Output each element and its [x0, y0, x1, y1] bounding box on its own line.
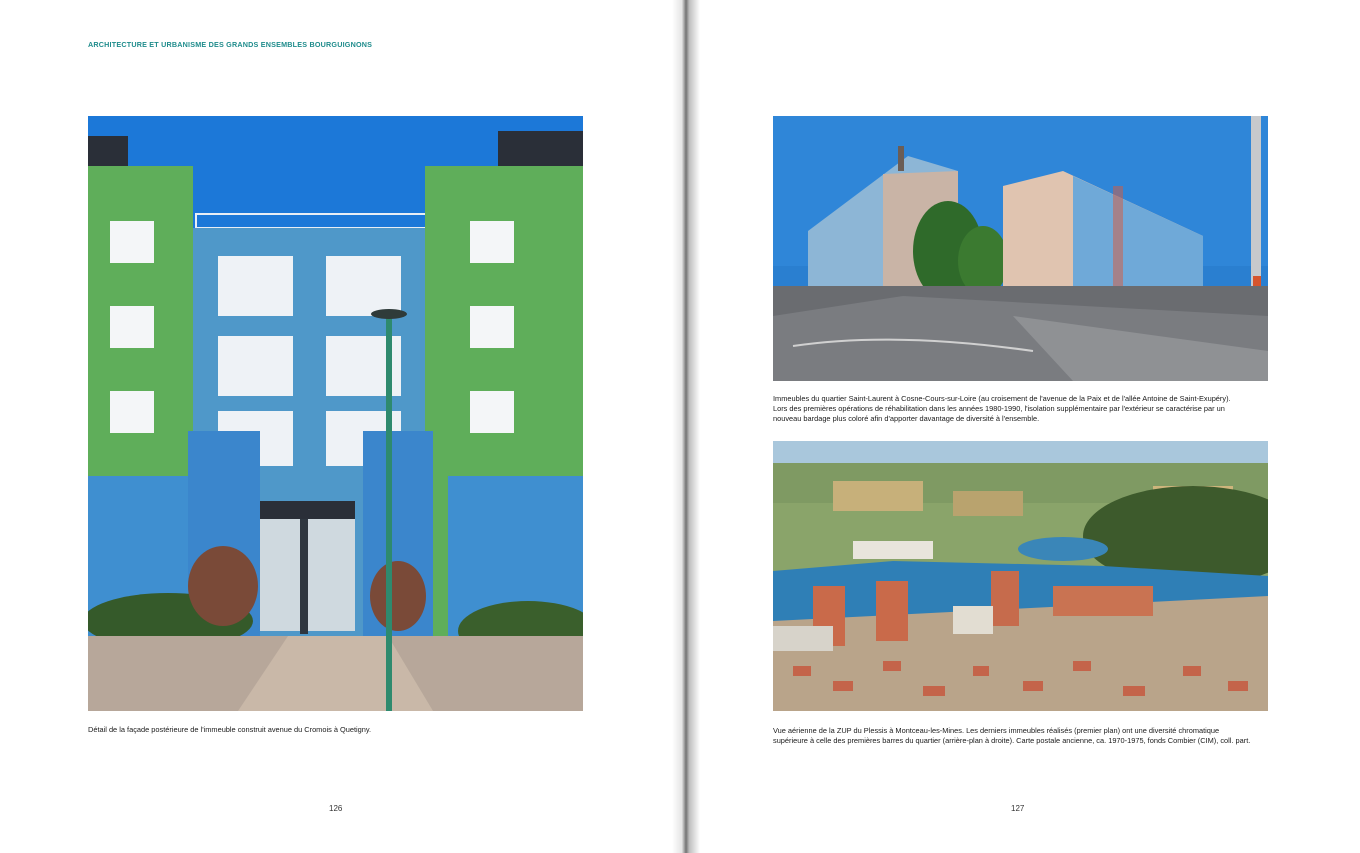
- right-page: [680, 0, 1360, 853]
- quetigny-facade-photo: [88, 116, 583, 711]
- running-head: ARCHITECTURE ET URBANISME DES GRANDS ENSEMBLES BOURGUIGNONS: [88, 40, 373, 49]
- left-photo-caption: Détail de la façade postérieure de l'immeuble construit avenue du Cromois à Quetigny.: [88, 725, 372, 734]
- top-caption-line-2: Lors des premières opérations de réhabilitation dans les années 1980-1990, l'isolation supplémentaire par l'extérieur se caractérise par un: [773, 404, 1225, 413]
- bottom-caption-line-1: Vue aérienne de la ZUP du Plessis à Montceau-les-Mines. Les derniers immeubles réalisés (premier plan) ont une diversité chromatique: [773, 726, 1220, 735]
- top-caption-line-3: nouveau bardage plus coloré afin d'apporter davantage de diversité à l'ensemble.: [773, 414, 1040, 423]
- page-number-right: 127: [1011, 804, 1025, 813]
- bottom-photo-caption: [773, 726, 1273, 746]
- page-number-left: 126: [329, 804, 343, 813]
- bottom-caption-line-2: supérieure à celle des premières barres du quartier (arrière-plan à droite). Carte postale ancienne, ca. 1970-1975, fonds Combier (CIM), coll. part.: [773, 736, 1251, 745]
- montceau-aerial-photo: [773, 441, 1268, 711]
- cosne-saint-laurent-photo: [773, 116, 1268, 381]
- top-caption-line-1: Immeubles du quartier Saint-Laurent à Cosne-Cours-sur-Loire (au croisement de l'avenue de la Paix et de l'allée Antoine de Saint-Exupéry).: [773, 394, 1231, 403]
- book-gutter-shadow: [672, 0, 700, 853]
- top-photo-caption: [773, 394, 1273, 424]
